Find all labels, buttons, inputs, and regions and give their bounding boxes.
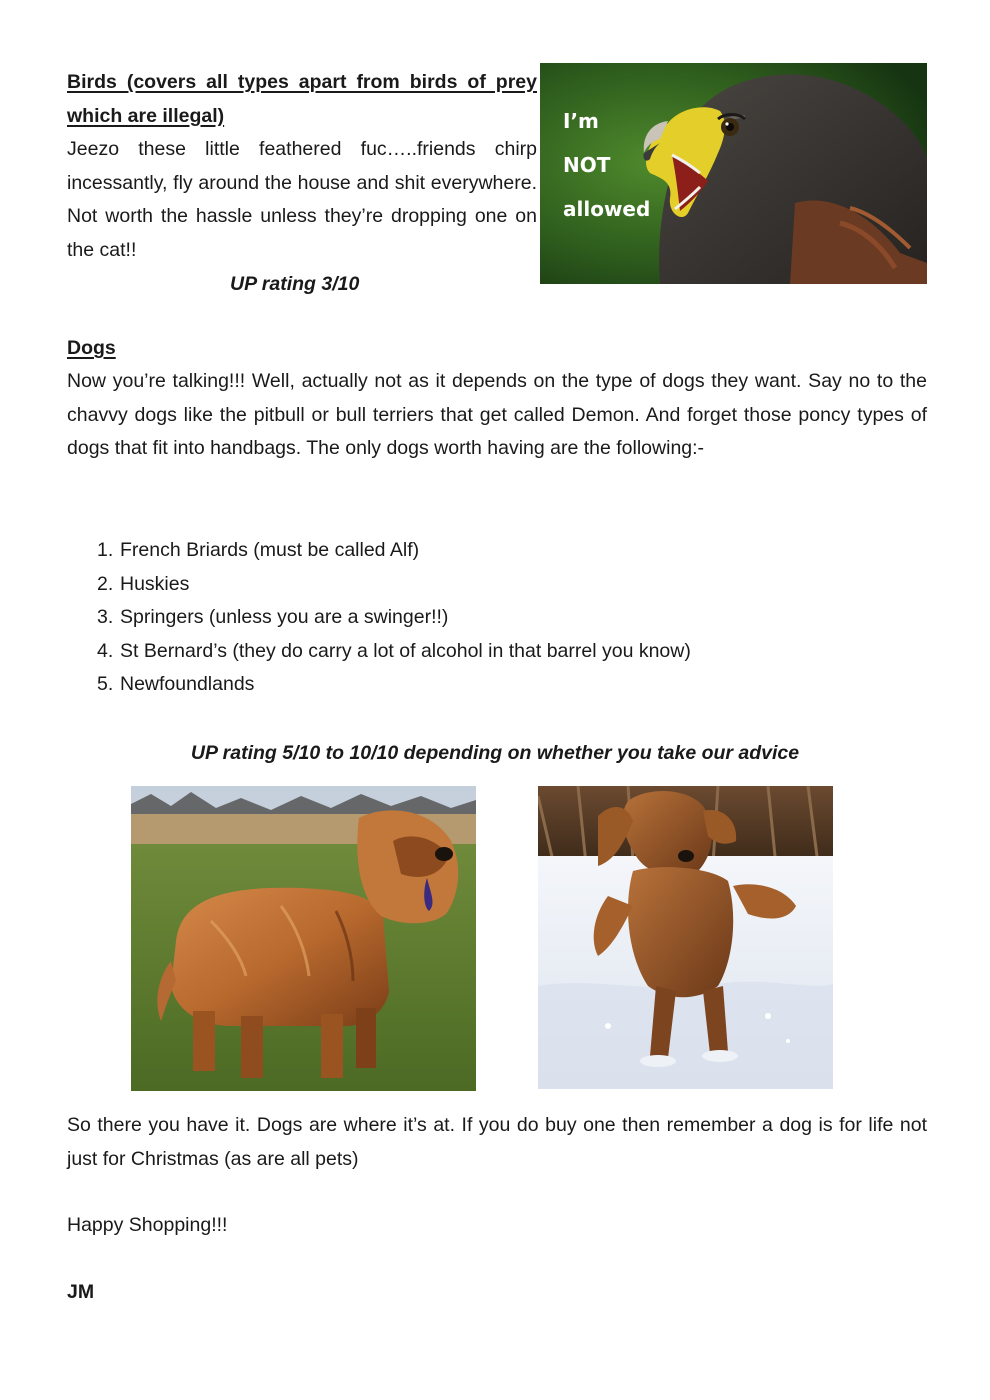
list-item-text: Huskies <box>120 572 190 595</box>
dogs-paragraph: Now you’re talking!!! Well, actually not as it depends on the type of dogs they want. Say no to the chavvy dogs like the pitbull or bull terriers that get called Demon. And forget those poncy types of dogs that fit into handbags. The only dogs worth having are the following:- <box>67 370 927 460</box>
birds-heading-line2: which are illegal) <box>67 104 225 127</box>
birds-heading-line1: Birds (covers all types apart from birds of prey <box>67 71 537 93</box>
list-item-text: Newfoundlands <box>120 673 255 696</box>
list-item-number: 3. <box>97 606 114 629</box>
list-item-number: 5. <box>97 673 114 696</box>
list-item-number: 1. <box>97 539 114 561</box>
happy-shopping: Happy Shopping!!! <box>67 1214 228 1236</box>
dogs-rating: UP rating 5/10 to 10/10 depending on whether you take our advice <box>190 742 800 764</box>
list-item <box>97 668 917 702</box>
list-item <box>97 601 917 635</box>
list-item <box>97 635 917 669</box>
list-item-text: French Briards (must be called Alf) <box>120 539 420 561</box>
birds-paragraph: Jeezo these little feathered fuc…..friends chirp incessantly, fly around the house and shit everywhere. Not worth the hassle unless they’re dropping one on the cat!! <box>67 138 537 261</box>
list-item <box>97 568 917 602</box>
hawk-overlay-line3: allowed <box>563 197 651 221</box>
list-item-number: 4. <box>97 639 114 662</box>
birds-heading <box>67 66 537 133</box>
dogs-heading: Dogs <box>67 337 116 359</box>
hawk-overlay-line1: I’m <box>563 109 599 133</box>
hawk-overlay-line2: NOT <box>563 153 611 177</box>
list-item-text: Springers (unless you are a swinger!!) <box>120 606 449 629</box>
list-item-text: St Bernard’s (they do carry a lot of alcohol in that barrel you know) <box>120 639 691 662</box>
signature: JM <box>67 1281 95 1303</box>
closing-paragraph: So there you have it. Dogs are where it’s at. If you do buy one then remember a dog is for life not just for Christmas (as are all pets) <box>67 1114 927 1170</box>
list-item-number: 2. <box>97 572 114 595</box>
briard-grass-image <box>131 786 476 1091</box>
list-item <box>97 534 917 568</box>
briard-snow-image <box>538 786 833 1089</box>
dog-list <box>97 534 917 702</box>
birds-rating: UP rating 3/10 <box>230 273 360 295</box>
hawk-image <box>540 63 927 284</box>
